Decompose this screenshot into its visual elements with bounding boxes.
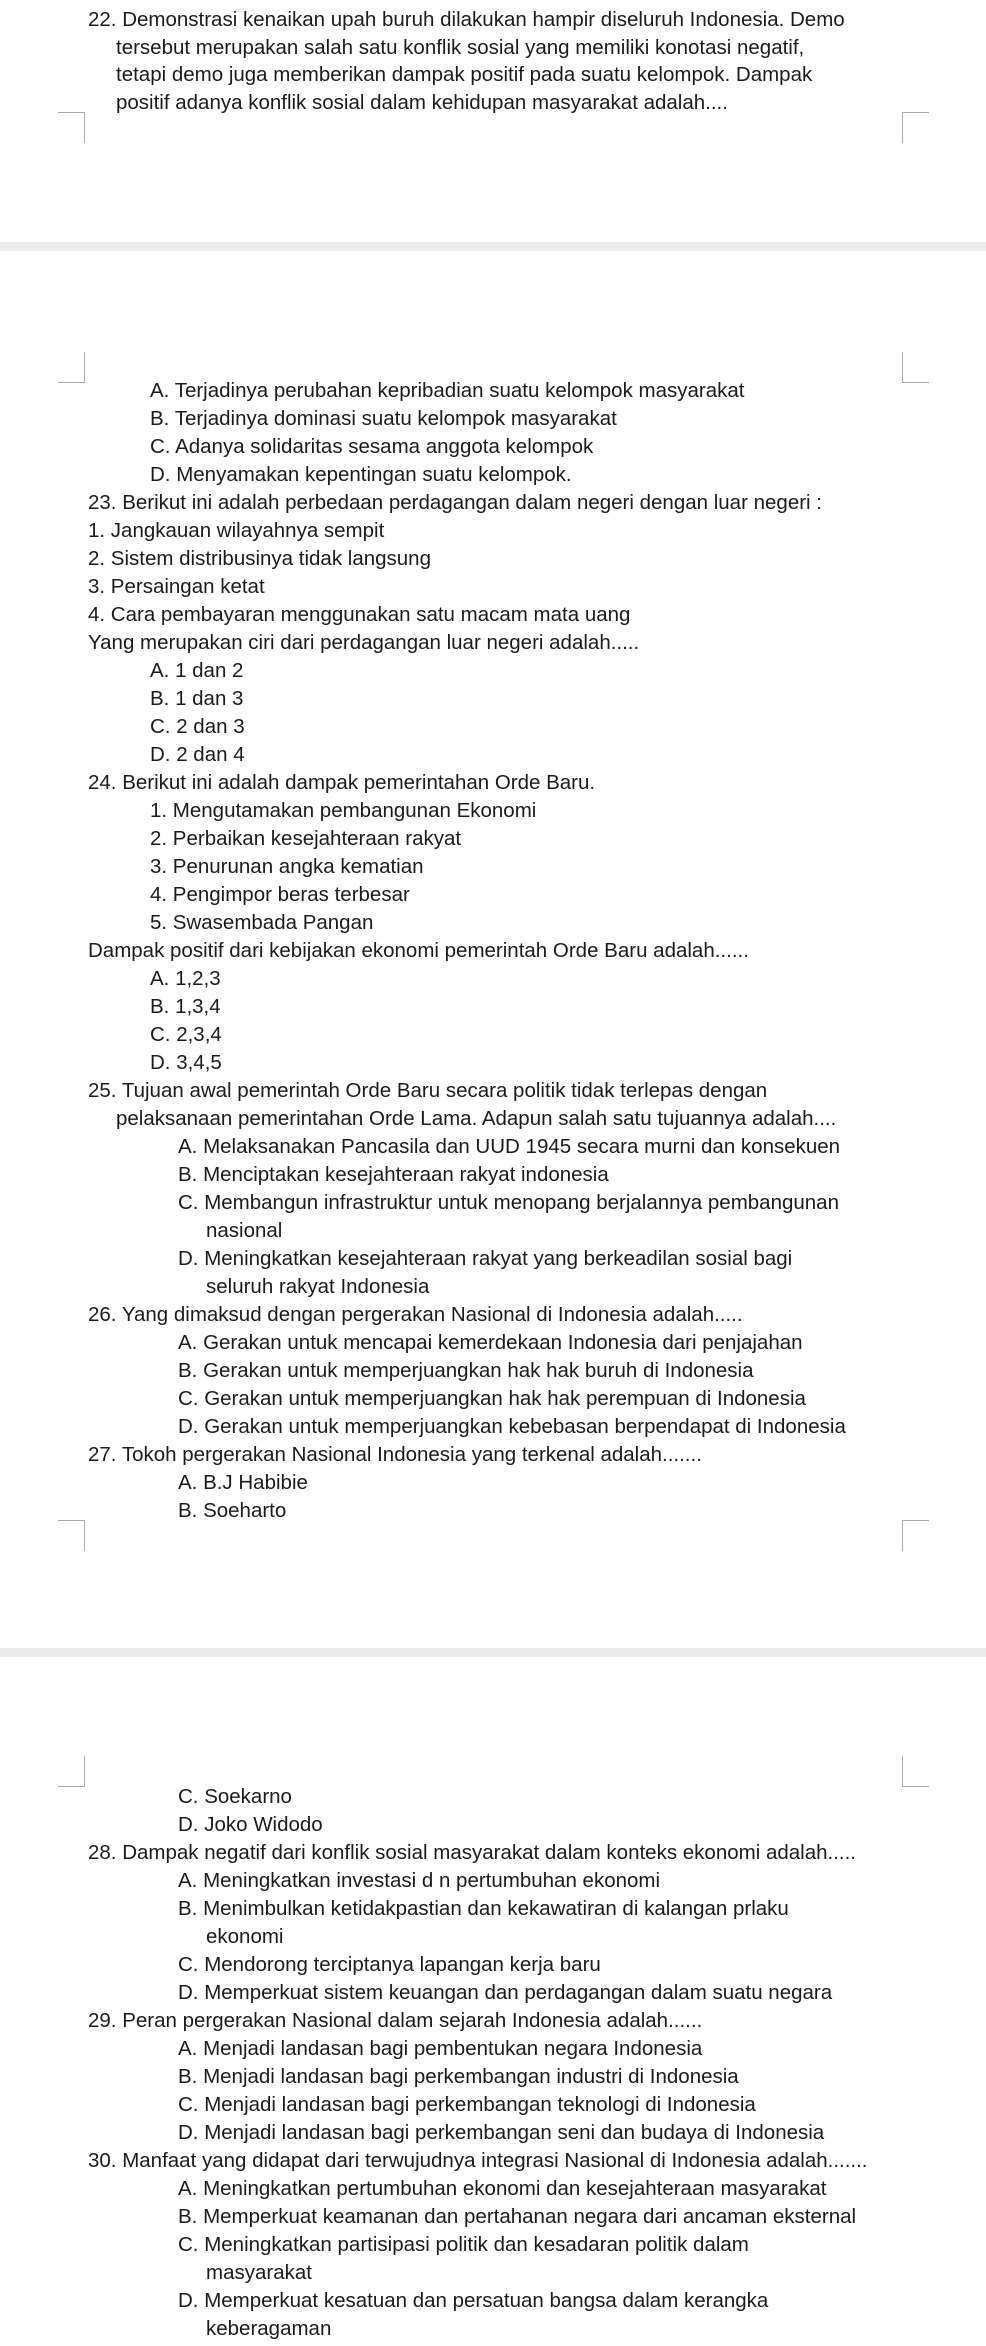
q24-option-b: B. 1,3,4: [150, 995, 221, 1018]
crop-mark: [58, 1520, 85, 1551]
q23-item: 2. Sistem distribusinya tidak langsung: [88, 547, 431, 570]
q27-stem: 27. Tokoh pergerakan Nasional Indonesia yang terkenal adalah.......: [88, 1443, 702, 1466]
q24-item: 4. Pengimpor beras terbesar: [150, 883, 410, 906]
q26-option-d: D. Gerakan untuk memperjuangkan kebebasan berpendapat di Indonesia: [178, 1415, 846, 1438]
q28-option-b: B. Menimbulkan ketidakpastian dan kekawatiran di kalangan prlaku: [178, 1897, 789, 1920]
q30-option-a: A. Meningkatkan pertumbuhan ekonomi dan kesejahteraan masyarakat: [178, 2177, 827, 2200]
q30-option-c: C. Meningkatkan partisipasi politik dan kesadaran politik dalam: [178, 2233, 749, 2256]
q25-option-c-cont: nasional: [206, 1219, 283, 1242]
crop-mark: [58, 1756, 85, 1787]
q24-option-a: A. 1,2,3: [150, 967, 221, 990]
crop-mark: [58, 352, 85, 383]
q26-option-c: C. Gerakan untuk memperjuangkan hak hak perempuan di Indonesia: [178, 1387, 806, 1410]
q23-item: 3. Persaingan ketat: [88, 575, 265, 598]
q24-item: 5. Swasembada Pangan: [150, 911, 374, 934]
q22-stem-line: tetapi demo juga memberikan dampak positif pada suatu kelompok. Dampak: [116, 63, 813, 86]
q30-option-c-cont: masyarakat: [206, 2261, 312, 2284]
q22-option-a: A. Terjadinya perubahan kepribadian suatu kelompok masyarakat: [150, 379, 745, 402]
q25-option-b: B. Menciptakan kesejahteraan rakyat indonesia: [178, 1163, 609, 1186]
q23-option-d: D. 2 dan 4: [150, 743, 245, 766]
q22-stem-line: positif adanya konflik sosial dalam kehidupan masyarakat adalah....: [116, 91, 728, 114]
q24-option-d: D. 3,4,5: [150, 1051, 222, 1074]
q29-stem: 29. Peran pergerakan Nasional dalam sejarah Indonesia adalah......: [88, 2009, 703, 2032]
page-separator: [0, 1648, 986, 1657]
q25-stem-line: 25. Tujuan awal pemerintah Orde Baru secara politik tidak terlepas dengan: [88, 1079, 768, 1102]
q26-stem: 26. Yang dimaksud dengan pergerakan Nasional di Indonesia adalah.....: [88, 1303, 743, 1326]
q28-option-b-cont: ekonomi: [206, 1925, 284, 1948]
q23-item: 4. Cara pembayaran menggunakan satu macam mata uang: [88, 603, 631, 626]
q29-option-c: C. Menjadi landasan bagi perkembangan teknologi di Indonesia: [178, 2093, 756, 2116]
page-separator: [0, 242, 986, 251]
crop-mark: [902, 112, 929, 143]
q29-option-a: A. Menjadi landasan bagi pembentukan negara Indonesia: [178, 2037, 703, 2060]
q27-option-c: C. Soekarno: [178, 1785, 292, 1808]
q28-stem: 28. Dampak negatif dari konflik sosial masyarakat dalam konteks ekonomi adalah.....: [88, 1841, 856, 1864]
q26-option-a: A. Gerakan untuk mencapai kemerdekaan Indonesia dari penjajahan: [178, 1331, 803, 1354]
q25-option-c: C. Membangun infrastruktur untuk menopang berjalannya pembangunan: [178, 1191, 839, 1214]
q29-option-b: B. Menjadi landasan bagi perkembangan industri di Indonesia: [178, 2065, 739, 2088]
q28-option-c: C. Mendorong terciptanya lapangan kerja baru: [178, 1953, 601, 1976]
q22-option-c: C. Adanya solidaritas sesama anggota kelompok: [150, 435, 594, 458]
q22-stem-line: tersebut merupakan salah satu konflik sosial yang memiliki konotasi negatif,: [116, 36, 805, 59]
q24-item: 1. Mengutamakan pembangunan Ekonomi: [150, 799, 537, 822]
q25-option-d-cont: seluruh rakyat Indonesia: [206, 1275, 430, 1298]
q24-item: 2. Perbaikan kesejahteraan rakyat: [150, 827, 462, 850]
q30-option-d-cont: keberagaman: [206, 2317, 332, 2340]
q29-option-d: D. Menjadi landasan bagi perkembangan seni dan budaya di Indonesia: [178, 2121, 825, 2144]
q22-stem-line: 22. Demonstrasi kenaikan upah buruh dilakukan hampir diseluruh Indonesia. Demo: [88, 8, 845, 31]
q25-option-a: A. Melaksanakan Pancasila dan UUD 1945 secara murni dan konsekuen: [178, 1135, 841, 1158]
q23-stem: 23. Berikut ini adalah perbedaan perdagangan dalam negeri dengan luar negeri :: [88, 491, 822, 514]
q24-stem: 24. Berikut ini adalah dampak pemerintahan Orde Baru.: [88, 771, 596, 794]
q27-option-d: D. Joko Widodo: [178, 1813, 323, 1836]
crop-mark: [902, 352, 929, 383]
q30-option-b: B. Memperkuat keamanan dan pertahanan negara dari ancaman eksternal: [178, 2205, 857, 2228]
q25-stem-line: pelaksanaan pemerintahan Orde Lama. Adapun salah satu tujuannya adalah....: [116, 1107, 837, 1130]
q22-option-d: D. Menyamakan kepentingan suatu kelompok.: [150, 463, 572, 486]
q23-item: 1. Jangkauan wilayahnya sempit: [88, 519, 385, 542]
q23-option-a: A. 1 dan 2: [150, 659, 244, 682]
crop-mark: [58, 112, 85, 143]
q24-option-c: C. 2,3,4: [150, 1023, 222, 1046]
q22-option-b: B. Terjadinya dominasi suatu kelompok masyarakat: [150, 407, 617, 430]
q27-option-b: B. Soeharto: [178, 1499, 287, 1522]
q24-item: 3. Penurunan angka kematian: [150, 855, 424, 878]
q28-option-a: A. Meningkatkan investasi d n pertumbuhan ekonomi: [178, 1869, 661, 1892]
q25-option-d: D. Meningkatkan kesejahteraan rakyat yang berkeadilan sosial bagi: [178, 1247, 793, 1270]
q27-option-a: A. B.J Habibie: [178, 1471, 308, 1494]
q26-option-b: B. Gerakan untuk memperjuangkan hak hak buruh di Indonesia: [178, 1359, 754, 1382]
q30-option-d: D. Memperkuat kesatuan dan persatuan bangsa dalam kerangka: [178, 2289, 769, 2312]
crop-mark: [902, 1756, 929, 1787]
q23-option-c: C. 2 dan 3: [150, 715, 245, 738]
q23-question: Yang merupakan ciri dari perdagangan luar negeri adalah.....: [88, 631, 640, 654]
q28-option-d: D. Memperkuat sistem keuangan dan perdagangan dalam suatu negara: [178, 1981, 833, 2004]
q23-option-b: B. 1 dan 3: [150, 687, 244, 710]
q30-stem: 30. Manfaat yang didapat dari terwujudnya integrasi Nasional di Indonesia adalah.......: [88, 2149, 868, 2172]
q24-question: Dampak positif dari kebijakan ekonomi pemerintah Orde Baru adalah......: [88, 939, 749, 962]
crop-mark: [902, 1520, 929, 1551]
